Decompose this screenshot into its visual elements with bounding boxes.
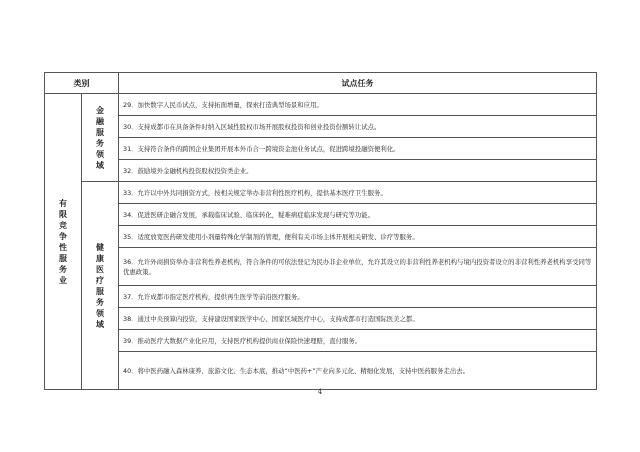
task-34: 34．促进医研企融合发展，承载临床试验、临床转化，疑难病症临床发现与研究等功能。 [119, 204, 597, 226]
task-35: 35．适度放宽医药研发使用小剂量特殊化学制剂的管理，便利有关市场主体开展相关研发、诊疗等服务。 [119, 226, 597, 248]
table-row [45, 248, 597, 286]
table-row [45, 94, 597, 116]
task-30: 30．支持成都市在具备条件时纳入区域性股权市场开展股权投资和创业投资份额转让试点。 [119, 116, 597, 138]
task-32: 32．鼓励境外金融机构投资股权投资类企业。 [119, 160, 597, 182]
group-cell-finance: 金融服务领域 [82, 94, 119, 182]
pilot-tasks-table [44, 72, 597, 390]
header-row [45, 73, 597, 94]
header-tasks: 试点任务 [119, 73, 597, 94]
task-38: 38．通过中央预算内投资，支持建设国家医学中心、国家区域医疗中心，支持成都市打造国际医美之都。 [119, 308, 597, 330]
task-33: 33．允许以中外共同捐资方式，按相关规定举办非营利性医疗机构，提供基本医疗卫生服务。 [119, 182, 597, 204]
task-37: 37．允许成都市指定医疗机构，提供再生医学等前沿医疗服务。 [119, 286, 597, 308]
task-29: 29．加快数字人民币试点，支持拓面增量，探索打造典型场景和应用。 [119, 94, 597, 116]
task-39: 39．推动医疗大数据产业化应用，支持医疗机构提供商业保险快速理赔，直付服务。 [119, 330, 597, 352]
table-row [45, 204, 597, 226]
table-row [45, 138, 597, 160]
task-36: 36．允许外商捐资举办非营利性养老机构，符合条件的可依法登记为民办非企业单位，允许其设立的非营利性养老机构与境内投资者设立的非营利性养老机构享受同等优惠政策。 [119, 248, 597, 286]
table-row [45, 182, 597, 204]
category-cell: 有限竞争性服务业 [45, 94, 82, 390]
table-row [45, 330, 597, 352]
page-number: 4 [317, 388, 323, 396]
group-cell-health: 健康医疗服务领域 [82, 182, 119, 390]
table-row [45, 226, 597, 248]
table-row [45, 286, 597, 308]
table-row [45, 308, 597, 330]
header-category: 类别 [45, 73, 119, 94]
task-40: 40．将中医药融入森林康养、旅游文化、生态本底，推动“中医药+”产业向多元化、精细化发展，支持中医药服务走出去。 [119, 352, 597, 390]
table-row [45, 116, 597, 138]
table-row [45, 160, 597, 182]
task-31: 31．支持符合条件的跨国企业集团开展本外币合一跨境资金池业务试点，促进跨境投融资便利化。 [119, 138, 597, 160]
table-row [45, 352, 597, 390]
